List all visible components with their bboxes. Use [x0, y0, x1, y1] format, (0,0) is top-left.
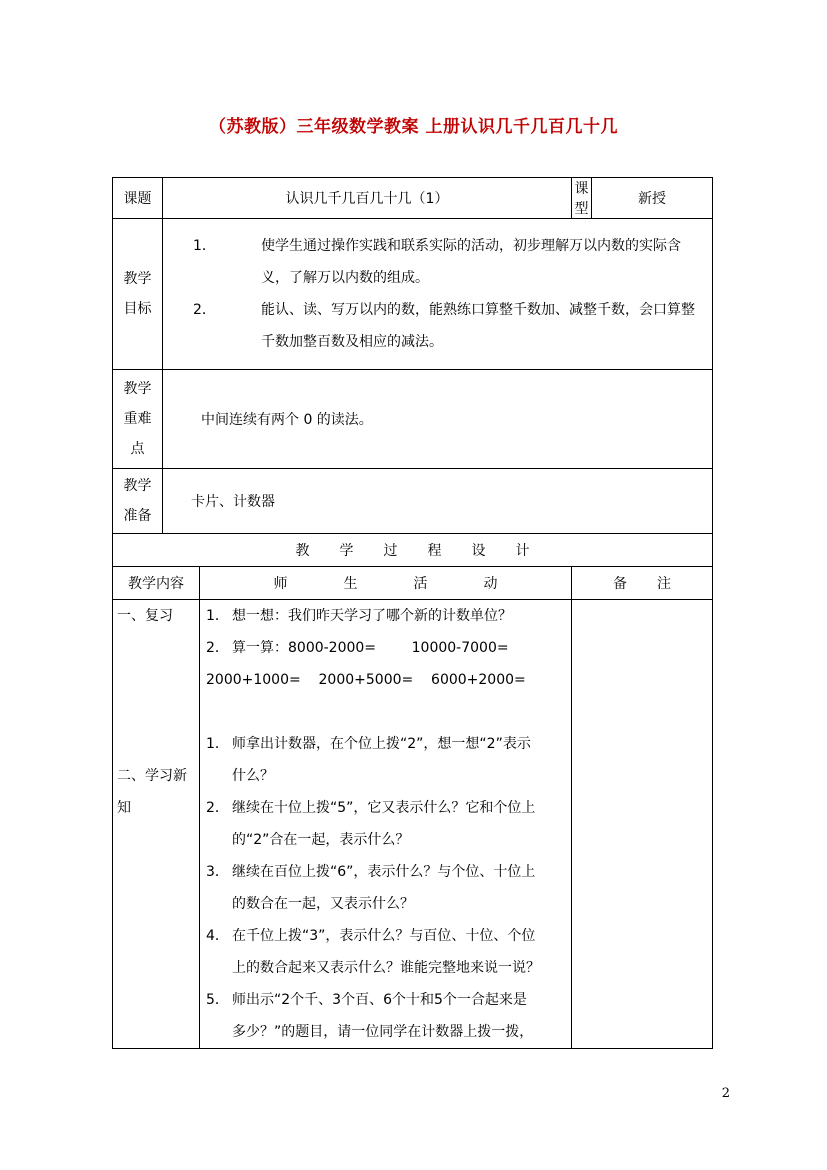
- objective-item: 2． 能认、读、写万以内的数，能熟练口算整千数加、减整千数，会口算整千数加整百数及相应的减法。: [193, 302, 695, 350]
- objectives-row: [113, 219, 713, 370]
- preparation-row: [113, 469, 713, 534]
- content-new-line1: 二、学习新: [117, 768, 187, 784]
- difficulty-content: 中间连续有两个 0 的读法。: [163, 370, 713, 469]
- new-item: 2． 继续在十位上拨“5”，它又表示什么？它和个位上: [206, 800, 536, 816]
- topic-label: 课题: [113, 178, 163, 219]
- type-value: 新授: [592, 178, 713, 219]
- preparation-content: 卡片、计数器: [163, 469, 713, 534]
- document-title: （苏教版）三年级数学教案 上册认识几千几百几十几: [209, 117, 618, 137]
- type-label: 课型: [572, 178, 592, 219]
- lesson-plan-table: [112, 177, 713, 1049]
- objectives-label: 教学 目标: [113, 219, 163, 370]
- topic-row: [113, 178, 713, 219]
- new-item: 5． 师出示“2个千、3个百、6个十和5个一合起来是: [206, 992, 527, 1008]
- preparation-label: 教学 准备: [113, 469, 163, 534]
- new-item: 4． 在千位上拨“3”，表示什么？与百位、十位、个位: [206, 928, 536, 944]
- difficulty-row: [113, 370, 713, 469]
- new-item-continuation: 的数合在一起，又表示什么？: [232, 896, 414, 912]
- header-content: 教学内容: [113, 567, 200, 600]
- review-item: 1． 想一想：我们昨天学习了哪个新的计数单位？: [206, 608, 512, 624]
- process-title-row: [113, 534, 713, 567]
- review-item: 2． 算一算：8000-2000= 10000-7000=: [206, 640, 509, 656]
- difficulty-label: 教学 重难 点: [113, 370, 163, 469]
- header-notes: 备注: [572, 567, 713, 600]
- content-review: 一、复习: [117, 608, 173, 624]
- process-content-column: [113, 600, 200, 1049]
- process-activity-column: [200, 600, 572, 1049]
- new-item-continuation: 多少？”的题目，请一位同学在计数器上拨一拨，: [232, 1024, 534, 1040]
- process-title: 教学过程设计: [113, 534, 713, 567]
- new-item-continuation: 什么？: [232, 768, 274, 784]
- review-extra: 2000+1000= 2000+5000= 6000+2000=: [206, 672, 526, 688]
- objectives-content: [163, 219, 713, 370]
- process-header-row: [113, 567, 713, 600]
- process-notes-column: [572, 600, 713, 1049]
- new-item-continuation: 上的数合起来又表示什么？谁能完整地来说一说？: [232, 960, 540, 976]
- header-activity: 师生活动: [200, 567, 572, 600]
- new-item: 1． 师拿出计数器，在个位上拨“2”，想一想“2”表示: [206, 736, 531, 752]
- content-new-line2: 知: [117, 800, 131, 816]
- page-number: 2: [721, 1086, 730, 1101]
- process-body-row: [113, 600, 713, 1049]
- objective-item: 1． 使学生通过操作实践和联系实际的活动，初步理解万以内数的实际含义，了解万以内数的组成。: [193, 238, 681, 286]
- new-item: 3． 继续在百位上拨“6”，表示什么？与个位、十位上: [206, 864, 536, 880]
- topic-value: 认识几千几百几十几（1）: [163, 178, 572, 219]
- new-item-continuation: 的“2”合在一起，表示什么？: [232, 832, 410, 848]
